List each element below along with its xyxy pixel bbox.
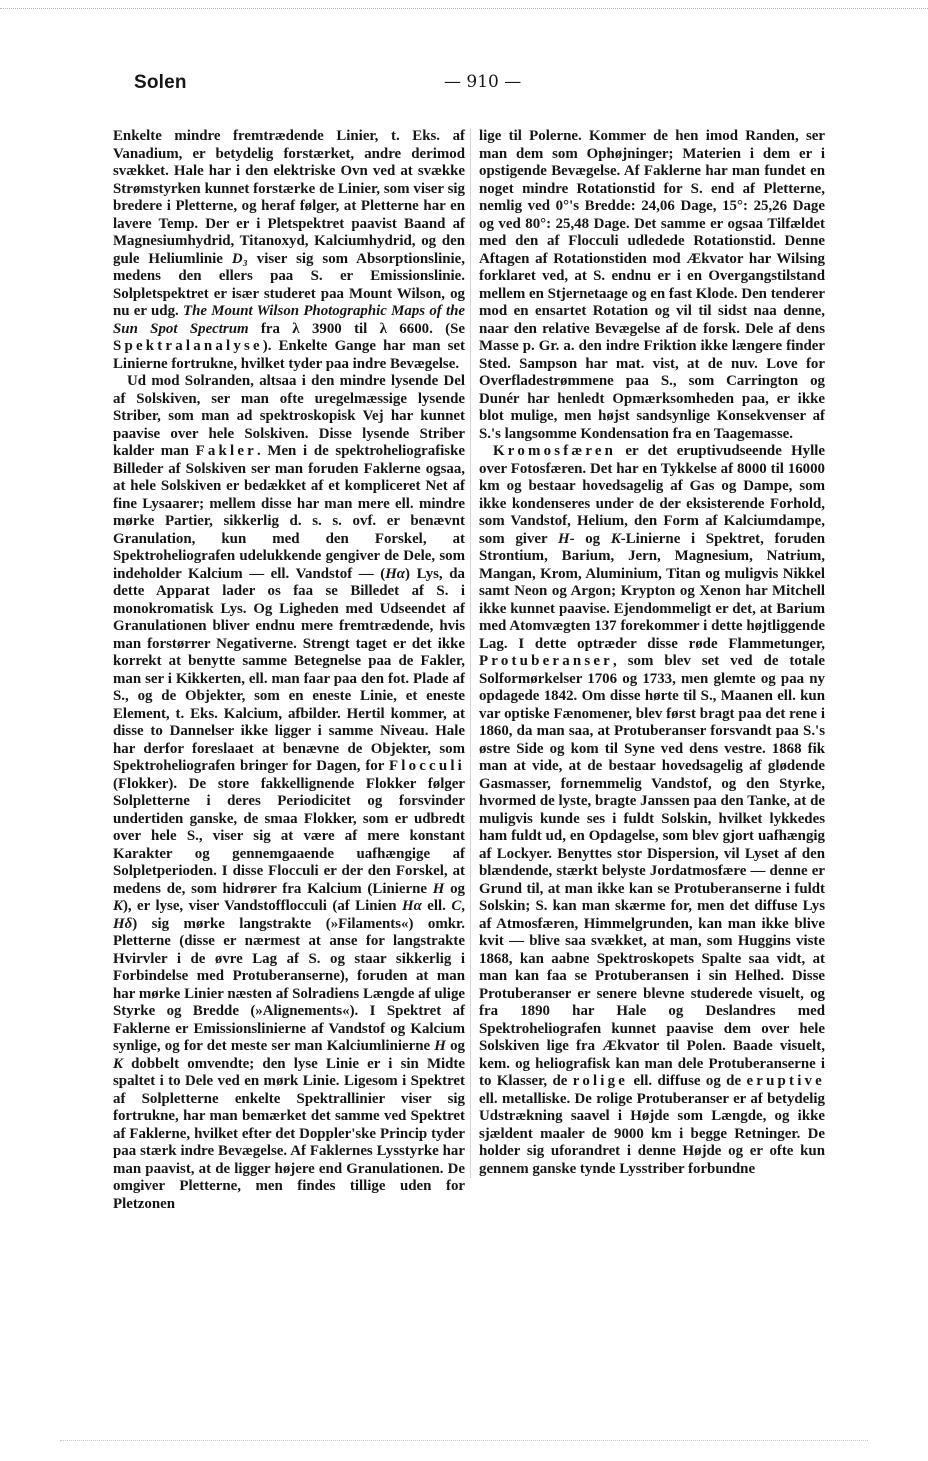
right-column [470,128,825,1178]
paragraph: Enkelte mindre fremtrædende Linier, t. Eks. af Vanadium, er betydelig forstærket, andre derimod svækket. Hale har i den elektriske Ovn ved at svække Strømstyrken kunnet forstærke de Linier, som viser sig bredere i Pletterne, og heraf følger, at Pletterne har en lavere Temp. Der er i Pletspektret paavist Baand af Magnesiumhydrid, Titanoxyd, Kalciumhydrid, og den gule Heliumlinie D₃ viser sig som Absorptionslinie, medens den ellers paa S. er Emissionslinie. Solpletspektret er især studeret paa Mount Wilson, og nu er udg. The Mount Wilson Photographic Maps of the Sun Spot Spectrum fra λ 3900 til λ 6600. (Se Spektralanalyse). Enkelte Gange har man set Linierne fortrukne, hvilket tyder paa indre Bevægelse. [113,128,466,372]
paragraph: Kromosfæren er det eruptivudseende Hylle over Fotosfæren. Det har en Tykkelse af 8000 til 16000 km og bestaar hovedsagelig af Gas og Dampe, som ikke kondenseres under de der eksisterende Forhold, som Vandstof, Helium, den Form af Kalciumdampe, som giver H- og K-Linierne i Spektret, foruden Strontium, Barium, Jern, Magnesium, Natrium, Mangan, Krom, Aluminium, Titan og muligvis Nikkel samt Neon og Argon; Krypton og Xenon har Mitchell ikke kunnet paavise. Ejendommeligt er det, at Barium med Atomvægten 137 forekommer i dette højtliggende Lag. I dette optræder disse røde Flammetunger, Protuberanser, som blev set ved de totale Solformørkelser 1706 og 1733, men glemte og paa ny opdagede 1842. Om disse hørte til S., Maanen ell. kun var optiske Fænomener, blev først bragt paa det rene i 1860, da man saa, at Protuberanser forsvandt paa S.'s østre Side og kom til Syne ved dens vestre. 1868 fik man at vide, at de bestaar hovedsagelig af glødende Gasmasser, fornemmelig Vandstof, og den Styrke, hvormed de lyste, bragte Janssen paa den Tanke, at de muligvis kunde ses i fuldt Solskin, hvilket lykkedes ham fuldt ud, en Opdagelse, som blev gjort uafhængig af Lockyer. Benyttes stor Dispersion, vil Lyset af den blændende, stærkt belyste Jordatmosfære — denne er Grund til, at man ikke kan se Protuberanserne i fuldt Solskin; S. kan man skærme for, men det diffuse Lys af Atmosfæren, Himmelgrunden, kan man ikke blive kvit — blive saa svækket, at man, som Huggins viste 1868, kan aabne Spektroskopets Spalte saa vidt, at man kan faa se Protuberansen i sin Helhed. Disse Protuberanser er senere blevne studerede visuelt, og fra 1890 har Hale og Deslandres med Spektroheliografen kunnet paavise dem over hele Solskiven lige fra Ækvator til Polen. Baade visuelt, kem. og heliografisk kan man dele Protuberanserne i to Klasser, de rolige ell. diffuse og de eruptive ell. metalliske. De rolige Protuberanser er af betydelig Udstrækning saavel i Højde som Længde, og ikke sjældent maaler de 9000 km i begge Retninger. De holder sig uforandret i denne Højde og er ofte kun gennem ganske tynde Lysstriber forbundne [479,443,825,1177]
bottom-edge-divider [60,1440,868,1441]
page-number: — 910 — [444,72,522,92]
page-header [134,72,838,96]
paragraph: lige til Polerne. Kommer de hen imod Randen, ser man dem som Ophøjninger; Materien i dem er i opstigende Bevægelse. Af Faklerne har man fundet en noget mindre Rotationstid for S. end af Pletterne, nemlig ved 0°'s Bredde: 24,06 Dage, 15°: 25,26 Dage og ved 80°: 25,48 Dage. Det samme er ogsaa Tilfældet med den af Flocculi udledede Rotationstid. Denne Aftagen af Rotationstiden mod Ækvator har Wilsing forklaret ved, at S. endnu er i en Overgangstilstand mellem en Stjernetaage og en fast Klode. Den tenderer mod en ensartet Rotation og vil til sidst naa denne, naar den relative Bevægelse af de forsk. Dele af dens Masse p. Gr. a. den indre Friktion ikke længere finder Sted. Sampson har mat. vist, at de nuv. Love for Overfladestrømmene paa S., som Carrington og Dunér har henledt Opmærksomheden paa, er ikke blot mulige, men højst sandsynlige Konsekvenser af S.'s langsomme Kondensation fra en Taagemasse. [479,128,825,442]
left-column [113,128,465,1213]
top-edge-divider [0,8,928,9]
paragraph: Ud mod Solranden, altsaa i den mindre lysende Del af Solskiven, ser man ofte uregelmæssige lysende Striber, som man ad spektroskopisk Vej har kunnet paavise over hele Solskiven. Disse lysende Striber kalder man Fakler. Men i de spektroheliografiske Billeder af Solskiven ser man foruden Faklerne ogsaa, at hele Solskiven er bedækket af et kompliceret Net af fine Lysaarer; mellem disse har man mere ell. mindre mørke Partier, sikkerlig d. s. s. ovf. er benævnt Granulation, kun med den Forskel, at Spektroheliografen udelukkende gengiver de Dele, som indeholder Kalcium — ell. Vandstof — (Hα) Lys, da dette Apparat lader os faa se Billedet af S. i monokromatisk Lys. Og Ligheden med Udseendet af Granulationen bliver endnu mere fremtrædende, hvis man forstørrer Negativerne. Strengt taget er det ikke korrekt at benytte samme Betegnelse paa de Fakler, man ser i Kikkerten, ell. man faar paa den fot. Plade af S., og de Objekter, som en eneste Linie, et eneste Element, t. Eks. Kalcium, afbilder. Hertil kommer, at disse to Dannelser ikke ligger i samme Niveau. Hale har derfor foreslaaet at benævne de Objekter, som Spektroheliografen bringer for Dagen, for Flocculi (Flokker). De store fakkellignende Flokker følger Solpletterne i deres Periodicitet og forsvinder undertiden ganske, de smaa Flokker, som er udbredt over hele S., viser sig at være af mere konstant Karakter og gennemgaaende uafhængige af Solpletperioden. I disse Flocculi er der den Forskel, at medens de, som hidrører fra Kalcium (Linierne H og K), er lyse, viser Vandstofflocculi (af Linien Hα ell. C, Hδ) sig mørke langstrakte (»Filaments«) omkr. Pletterne (disse er nærmest at anse for langstrakte Hvirvler i de øvre Lag af S. og staar sikkerlig i Forbindelse med Protuberanserne), foruden at man har mørke Linier næsten af Solradiens Længde af ulige Styrke og Bredde (»Alignements«). I Spektret af Faklerne er Emissionslinierne af Vandstof og Kalcium synlige, og for det meste ser man Kalciumlinierne H og K dobbelt omvendte; den lyse Linie er i sin Midte spaltet i to Dele ved en mørk Linie. Ligesom i Spektret af Solpletterne enkelte Spektrallinier viser sig fortrukne, har man bemærket det samme ved Spektret af Faklerne, hvilket efter det Doppler'ske Princip tyder paa stærk indre Bevægelse. Af Faklernes Lysstyrke har man paavist, at de ligger højere end Granulationen. De omgiver Pletterne, men findes tillige uden for Pletzonen [113,373,465,1212]
page-title: Solen [134,72,187,93]
